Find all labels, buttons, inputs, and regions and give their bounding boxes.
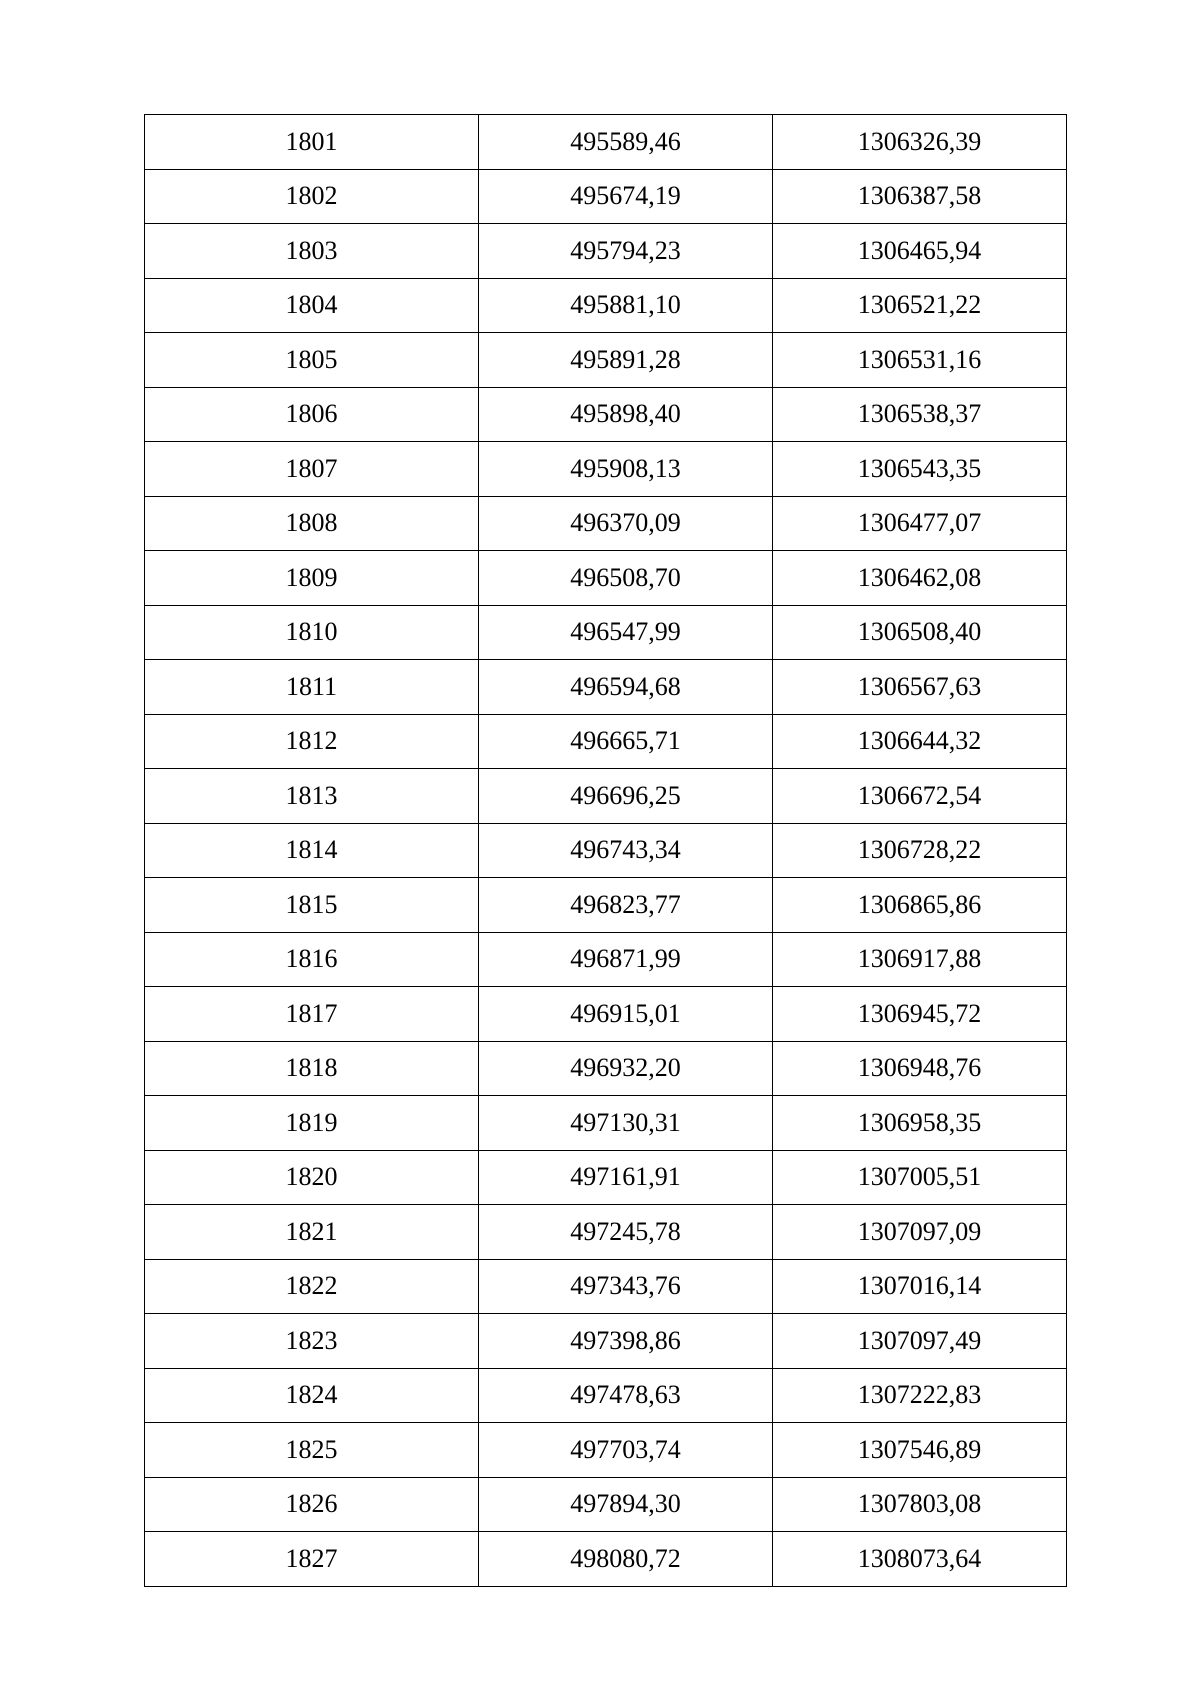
point-number-cell: 1817 <box>145 987 479 1042</box>
y-coordinate-cell: 1306477,07 <box>773 496 1067 551</box>
x-coordinate-cell: 495881,10 <box>479 278 773 333</box>
point-number-cell: 1823 <box>145 1314 479 1369</box>
table-row <box>145 1423 1067 1478</box>
y-coordinate-cell: 1306538,37 <box>773 387 1067 442</box>
table-row <box>145 224 1067 279</box>
x-coordinate-cell: 497398,86 <box>479 1314 773 1369</box>
point-number-cell: 1803 <box>145 224 479 279</box>
point-number-cell: 1805 <box>145 333 479 388</box>
x-coordinate-cell: 495674,19 <box>479 169 773 224</box>
table-row <box>145 1314 1067 1369</box>
point-number-cell: 1814 <box>145 823 479 878</box>
coordinates-table <box>144 114 1067 1587</box>
x-coordinate-cell: 495589,46 <box>479 115 773 170</box>
y-coordinate-cell: 1307546,89 <box>773 1423 1067 1478</box>
point-number-cell: 1815 <box>145 878 479 933</box>
table-row <box>145 605 1067 660</box>
x-coordinate-cell: 496932,20 <box>479 1041 773 1096</box>
y-coordinate-cell: 1307097,09 <box>773 1205 1067 1260</box>
table-row <box>145 1477 1067 1532</box>
table-row <box>145 442 1067 497</box>
table-row <box>145 1259 1067 1314</box>
x-coordinate-cell: 497478,63 <box>479 1368 773 1423</box>
y-coordinate-cell: 1306543,35 <box>773 442 1067 497</box>
point-number-cell: 1821 <box>145 1205 479 1260</box>
x-coordinate-cell: 496547,99 <box>479 605 773 660</box>
table-row <box>145 1096 1067 1151</box>
x-coordinate-cell: 496915,01 <box>479 987 773 1042</box>
point-number-cell: 1826 <box>145 1477 479 1532</box>
table-row <box>145 278 1067 333</box>
x-coordinate-cell: 496665,71 <box>479 714 773 769</box>
table-row <box>145 1205 1067 1260</box>
table-row <box>145 333 1067 388</box>
table-row <box>145 878 1067 933</box>
point-number-cell: 1827 <box>145 1532 479 1587</box>
y-coordinate-cell: 1306945,72 <box>773 987 1067 1042</box>
y-coordinate-cell: 1307222,83 <box>773 1368 1067 1423</box>
x-coordinate-cell: 496594,68 <box>479 660 773 715</box>
x-coordinate-cell: 497894,30 <box>479 1477 773 1532</box>
table-row <box>145 1532 1067 1587</box>
table-row <box>145 1041 1067 1096</box>
y-coordinate-cell: 1306958,35 <box>773 1096 1067 1151</box>
x-coordinate-cell: 496823,77 <box>479 878 773 933</box>
y-coordinate-cell: 1307005,51 <box>773 1150 1067 1205</box>
table-row <box>145 660 1067 715</box>
table-row <box>145 551 1067 606</box>
x-coordinate-cell: 495891,28 <box>479 333 773 388</box>
point-number-cell: 1808 <box>145 496 479 551</box>
table-row <box>145 987 1067 1042</box>
y-coordinate-cell: 1306865,86 <box>773 878 1067 933</box>
y-coordinate-cell: 1308073,64 <box>773 1532 1067 1587</box>
x-coordinate-cell: 497161,91 <box>479 1150 773 1205</box>
point-number-cell: 1820 <box>145 1150 479 1205</box>
y-coordinate-cell: 1307803,08 <box>773 1477 1067 1532</box>
point-number-cell: 1804 <box>145 278 479 333</box>
x-coordinate-cell: 496508,70 <box>479 551 773 606</box>
y-coordinate-cell: 1306521,22 <box>773 278 1067 333</box>
point-number-cell: 1825 <box>145 1423 479 1478</box>
x-coordinate-cell: 496871,99 <box>479 932 773 987</box>
table-row <box>145 932 1067 987</box>
y-coordinate-cell: 1306462,08 <box>773 551 1067 606</box>
point-number-cell: 1822 <box>145 1259 479 1314</box>
table-row <box>145 1150 1067 1205</box>
x-coordinate-cell: 496743,34 <box>479 823 773 878</box>
y-coordinate-cell: 1306672,54 <box>773 769 1067 824</box>
table-row <box>145 169 1067 224</box>
x-coordinate-cell: 495908,13 <box>479 442 773 497</box>
y-coordinate-cell: 1306567,63 <box>773 660 1067 715</box>
y-coordinate-cell: 1306387,58 <box>773 169 1067 224</box>
x-coordinate-cell: 497343,76 <box>479 1259 773 1314</box>
x-coordinate-cell: 495794,23 <box>479 224 773 279</box>
y-coordinate-cell: 1306326,39 <box>773 115 1067 170</box>
y-coordinate-cell: 1306917,88 <box>773 932 1067 987</box>
y-coordinate-cell: 1306465,94 <box>773 224 1067 279</box>
y-coordinate-cell: 1307097,49 <box>773 1314 1067 1369</box>
y-coordinate-cell: 1306644,32 <box>773 714 1067 769</box>
x-coordinate-cell: 497245,78 <box>479 1205 773 1260</box>
y-coordinate-cell: 1306531,16 <box>773 333 1067 388</box>
point-number-cell: 1813 <box>145 769 479 824</box>
point-number-cell: 1818 <box>145 1041 479 1096</box>
table-row <box>145 823 1067 878</box>
x-coordinate-cell: 495898,40 <box>479 387 773 442</box>
point-number-cell: 1824 <box>145 1368 479 1423</box>
point-number-cell: 1802 <box>145 169 479 224</box>
table-row <box>145 1368 1067 1423</box>
point-number-cell: 1812 <box>145 714 479 769</box>
point-number-cell: 1809 <box>145 551 479 606</box>
y-coordinate-cell: 1306728,22 <box>773 823 1067 878</box>
table-row <box>145 387 1067 442</box>
coordinates-table-body <box>145 115 1067 1587</box>
x-coordinate-cell: 498080,72 <box>479 1532 773 1587</box>
point-number-cell: 1811 <box>145 660 479 715</box>
x-coordinate-cell: 496370,09 <box>479 496 773 551</box>
table-row <box>145 496 1067 551</box>
x-coordinate-cell: 496696,25 <box>479 769 773 824</box>
point-number-cell: 1807 <box>145 442 479 497</box>
x-coordinate-cell: 497703,74 <box>479 1423 773 1478</box>
table-row <box>145 714 1067 769</box>
point-number-cell: 1810 <box>145 605 479 660</box>
x-coordinate-cell: 497130,31 <box>479 1096 773 1151</box>
point-number-cell: 1806 <box>145 387 479 442</box>
y-coordinate-cell: 1307016,14 <box>773 1259 1067 1314</box>
y-coordinate-cell: 1306508,40 <box>773 605 1067 660</box>
y-coordinate-cell: 1306948,76 <box>773 1041 1067 1096</box>
point-number-cell: 1819 <box>145 1096 479 1151</box>
table-row <box>145 115 1067 170</box>
table-row <box>145 769 1067 824</box>
point-number-cell: 1816 <box>145 932 479 987</box>
point-number-cell: 1801 <box>145 115 479 170</box>
